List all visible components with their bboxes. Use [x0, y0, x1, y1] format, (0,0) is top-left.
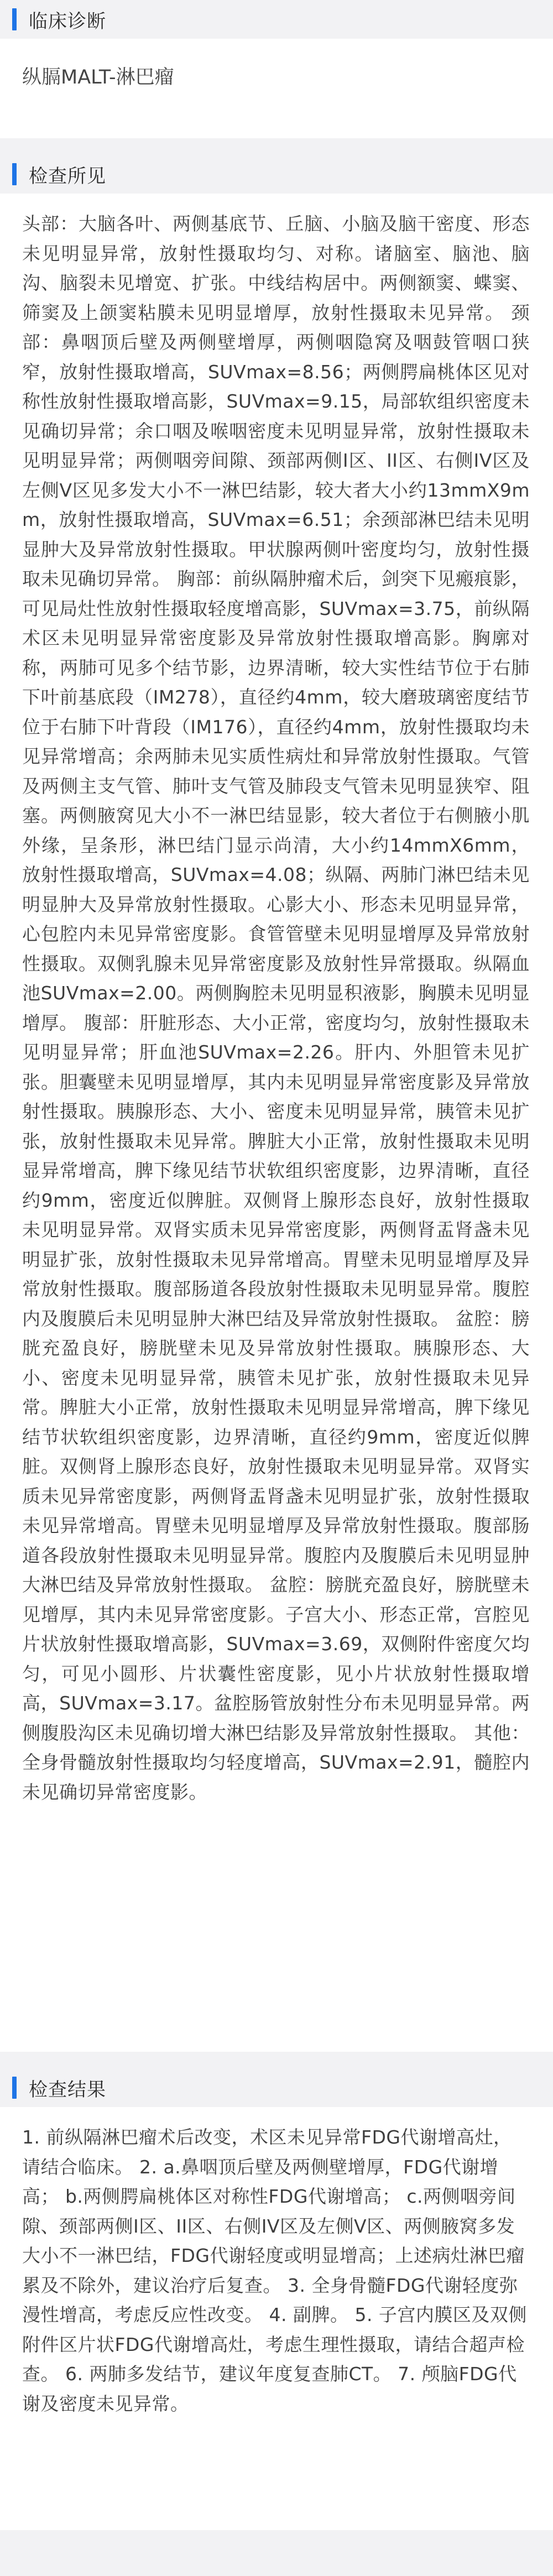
diagnosis-panel [0, 39, 553, 138]
results-text: 1. 前纵隔淋巴瘤术后改变，术区未见异常FDG代谢增高灶，请结合临床。 2. a.鼻咽顶后壁及两侧壁增厚，FDG代谢增高； b.两侧腭扁桃体区对称性FDG代谢增高； c.两侧咽旁间隙、颈部两侧I区、II区、右侧IV区及左侧V区、两侧腋窝多发大小不一淋巴结，FDG代谢轻度或明显增高；上述病灶淋巴瘤累及不除外，建议治疗后复查。 3. 全身骨髓FDG代谢轻度弥漫性增高，考虑反应性改变。 4. 副脾。 5. 子宫内膜区及双侧附件区片状FDG代谢增高灶，考虑生理性摄取，请结合超声检查。 6. 两肺多发结节，建议年度复查肺CT。 7. 颅脑FDG代谢及密度未见异常。 [22, 2126, 527, 2415]
diagnosis-header [0, 0, 553, 39]
section-accent-bar [12, 8, 17, 30]
findings-title: 检查所见 [29, 165, 106, 187]
section-gap [0, 2052, 553, 2068]
diagnosis-title: 临床诊断 [29, 10, 106, 33]
findings-header [0, 155, 553, 194]
section-accent-bar [12, 2077, 17, 2099]
diagnosis-text: 纵膈MALT-淋巴瘤 [22, 66, 174, 88]
section-gap [0, 138, 553, 155]
findings-text: 头部：大脑各叶、两侧基底节、丘脑、小脑及脑干密度、形态未见明显异常，放射性摄取均匀、对称。诸脑室、脑池、脑沟、脑裂未见增宽、扩张。中线结构居中。两侧额窦、蝶窦、筛窦及上颌窦粘膜未见明显增厚，放射性摄取未见异常。 颈部：鼻咽顶后壁及两侧壁增厚，两侧咽隐窝及咽鼓管咽口狭窄，放射性摄取增高，SUVmax=8.56；两侧腭扁桃体区见对称性放射性摄取增高影，SUVmax=9.15，局部软组织密度未见确切异常；余口咽及喉咽密度未见明显异常，放射性摄取未见明显异常；两侧咽旁间隙、颈部两侧I区、II区、右侧IV区及左侧V区见多发大小不一淋巴结影，较大者大小约13mmX9mm，放射性摄取增高，SUVmax=6.51；余颈部淋巴结未见明显肿大及异常放射性摄取。甲状腺两侧叶密度均匀，放射性摄取未见确切异常。 胸部：前纵隔肿瘤术后，剑突下见瘢痕影，可见局灶性放射性摄取轻度增高影，SUVmax=3.75，前纵隔术区未见明显异常密度影及异常放射性摄取增高影。胸廓对称，两肺可见多个结节影，边界清晰，较大实性结节位于右肺下叶前基底段（IM278），直径约4mm，较大磨玻璃密度结节位于右肺下叶背段（IM176），直径约4mm，放射性摄取均未见异常增高；余两肺未见实质性病灶和异常放射性摄取。气管及两侧主支气管、肺叶支气管及肺段支气管未见明显狭窄、阻塞。两侧腋窝见大小不一淋巴结显影，较大者位于右侧腋小肌外缘，呈条形，淋巴结门显示尚清，大小约14mmX6mm，放射性摄取增高，SUVmax=4.08；纵隔、两肺门淋巴结未见明显肿大及异常放射性摄取。心影大小、形态未见明显异常，心包腔内未见异常密度影。食管管壁未见明显增厚及异常放射性摄取。双侧乳腺未见异常密度影及放射性异常摄取。纵隔血池SUVmax=2.00。两侧胸腔未见明显积液影，胸膜未见明显增厚。 腹部：肝脏形态、大小正常，密度均匀，放射性摄取未见明显异常；肝血池SUVmax=2.26。肝内、外胆管未见扩张。胆囊壁未见明显增厚，其内未见明显异常密度影及异常放射性摄取。胰腺形态、大小、密度未见明显异常，胰管未见扩张，放射性摄取未见异常。脾脏大小正常，放射性摄取未见明显异常增高，脾下缘见结节状软组织密度影，边界清晰，直径约9mm，密度近似脾脏。双侧肾上腺形态良好，放射性摄取未见明显异常。双肾实质未见异常密度影，两侧肾盂肾盏未见明显扩张，放射性摄取未见异常增高。胃壁未见明显增厚及异常放射性摄取。腹部肠道各段放射性摄取未见明显异常。腹腔内及腹膜后未见明显肿大淋巴结及异常放射性摄取。 盆腔：膀胱充盈良好，膀胱壁未见及异常放射性摄取。胰腺形态、大小、密度未见明显异常，胰管未见扩张，放射性摄取未见异常。脾脏大小正常，放射性摄取未见明显异常增高，脾下缘见结节状软组织密度影，边界清晰，直径约9mm，密度近似脾脏。双侧肾上腺形态良好，放射性摄取未见明显异常。双肾实质未见异常密度影，两侧肾盂肾盏未见明显扩张，放射性摄取未见异常增高。胃壁未见明显增厚及异常放射性摄取。腹部肠道各段放射性摄取未见明显异常。腹腔内及腹膜后未见明显肿大淋巴结及异常放射性摄取。 盆腔：膀胱充盈良好，膀胱壁未见增厚，其内未见异常密度影。子宫大小、形态正常，宫腔见片状放射性摄取增高影，SUVmax=3.69，双侧附件密度欠均匀，可见小圆形、片状囊性密度影，见小片状放射性摄取增高，SUVmax=3.17。盆腔肠管放射性分布未见明显异常。两侧腹股沟区未见确切增大淋巴结影及异常放射性摄取。 其他：全身骨髓放射性摄取均匀轻度增高，SUVmax=2.91，髓腔内未见确切异常密度影。 [22, 213, 530, 1803]
section-accent-bar [12, 163, 17, 185]
results-header [0, 2068, 553, 2107]
results-panel [0, 2107, 553, 2530]
results-title: 检查结果 [29, 2078, 106, 2101]
findings-panel [0, 194, 553, 2052]
